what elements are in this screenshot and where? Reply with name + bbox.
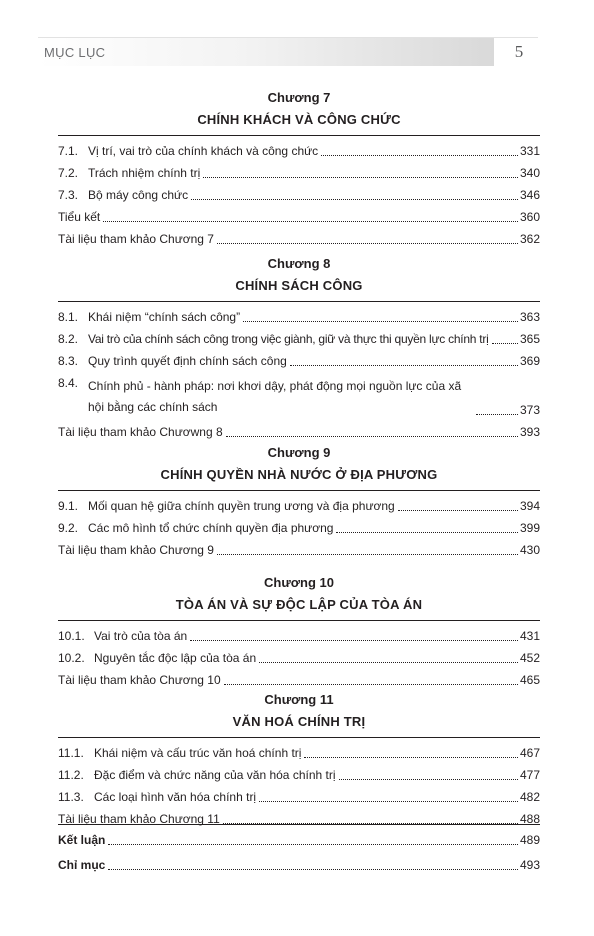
leader-dots bbox=[103, 221, 518, 222]
entry-title: Tiểu kết bbox=[58, 210, 101, 224]
entry-page: 431 bbox=[519, 629, 540, 643]
entry-title: Vai trò của tòa án bbox=[94, 629, 188, 643]
entry-title: Bộ máy công chức bbox=[88, 188, 189, 202]
entry-title: Chỉ mục bbox=[58, 858, 106, 872]
entry-number: 8.3. bbox=[58, 354, 79, 368]
entry-number: 10.2. bbox=[58, 651, 85, 665]
toc-entry[interactable] bbox=[58, 232, 540, 247]
entry-page: 482 bbox=[519, 790, 540, 804]
entry-title: Trách nhiệm chính trị bbox=[88, 166, 201, 180]
toc-entry[interactable] bbox=[58, 144, 540, 159]
header-page-number: 5 bbox=[514, 42, 524, 61]
header-band bbox=[38, 38, 494, 66]
entry-page: 467 bbox=[519, 746, 540, 760]
entry-page: 477 bbox=[519, 768, 540, 782]
entry-title: Tài liệu tham khảo Chương 7 bbox=[58, 232, 214, 246]
entry-number: 7.1. bbox=[58, 144, 79, 158]
entry-title: Tài liệu tham khảo Chương 11 bbox=[58, 812, 220, 826]
chapter-10 bbox=[58, 573, 540, 695]
toc-entry[interactable] bbox=[58, 332, 540, 347]
entry-page: 489 bbox=[519, 833, 540, 847]
toc-entry-conclusion[interactable] bbox=[58, 833, 540, 848]
leader-dots bbox=[224, 684, 518, 685]
chapter-title: CHÍNH KHÁCH VÀ CÔNG CHỨC bbox=[197, 112, 401, 127]
leader-dots bbox=[304, 757, 518, 758]
entry-page: 369 bbox=[519, 354, 540, 368]
divider bbox=[58, 737, 540, 738]
toc-entry[interactable] bbox=[58, 166, 540, 181]
divider bbox=[58, 824, 540, 825]
toc-entry[interactable] bbox=[58, 354, 540, 369]
chapter-number: Chương 11 bbox=[264, 692, 334, 707]
leader-dots bbox=[476, 414, 518, 415]
entry-title: Khái niệm và cấu trúc văn hoá chính trị bbox=[94, 746, 302, 760]
toc-entry[interactable] bbox=[58, 210, 540, 225]
toc-entry[interactable] bbox=[58, 629, 540, 644]
entry-number: 11.2. bbox=[58, 768, 84, 782]
entry-number: 11.1. bbox=[58, 746, 84, 760]
leader-dots bbox=[290, 365, 518, 366]
leader-dots bbox=[108, 844, 518, 845]
entry-title: Quy trình quyết định chính sách công bbox=[88, 354, 287, 368]
chapter-number: Chương 10 bbox=[264, 575, 334, 590]
entry-page: 331 bbox=[519, 144, 540, 158]
entry-page: 493 bbox=[519, 858, 540, 872]
entry-page: 430 bbox=[519, 543, 540, 557]
chapter-9 bbox=[58, 443, 540, 565]
entry-title: Tài liệu tham khảo Chương 9 bbox=[58, 543, 214, 557]
divider bbox=[58, 301, 540, 302]
divider bbox=[58, 135, 540, 136]
toc-entry[interactable] bbox=[58, 673, 540, 688]
chapter-title: TÒA ÁN VÀ SỰ ĐỘC LẬP CỦA TÒA ÁN bbox=[175, 597, 423, 612]
toc-entry[interactable] bbox=[58, 376, 540, 418]
entry-title: Kết luận bbox=[58, 833, 106, 847]
leader-dots bbox=[339, 779, 518, 780]
entry-title: Vị trí, vai trò của chính khách và công chức bbox=[88, 144, 319, 158]
leader-dots bbox=[217, 554, 518, 555]
entry-number: 10.1. bbox=[58, 629, 85, 643]
entry-page: 365 bbox=[519, 332, 540, 346]
entry-title: Các mô hình tổ chức chính quyền địa phương bbox=[88, 521, 334, 535]
entry-title: Chính phủ - hành pháp: nơi khơi dậy, phát động mọi nguồn lực của xã hội bằng các chính sách bbox=[88, 379, 462, 414]
entry-title: Khái niệm “chính sách công” bbox=[88, 310, 241, 324]
divider bbox=[58, 490, 540, 491]
leader-dots bbox=[108, 869, 518, 870]
leader-dots bbox=[492, 343, 518, 344]
toc-entry[interactable] bbox=[58, 310, 540, 325]
entry-number: 8.2. bbox=[58, 332, 79, 346]
entry-page: 465 bbox=[519, 673, 540, 687]
chapter-title: VĂN HOÁ CHÍNH TRỊ bbox=[232, 714, 366, 729]
chapter-title: CHÍNH QUYỀN NHÀ NƯỚC Ở ĐỊA PHƯƠNG bbox=[160, 467, 438, 482]
toc-entry[interactable] bbox=[58, 499, 540, 514]
leader-dots bbox=[190, 640, 518, 641]
entry-title: Đặc điểm và chức năng của văn hóa chính trị bbox=[94, 768, 336, 782]
entry-number: 11.3. bbox=[58, 790, 84, 804]
toc-entry[interactable] bbox=[58, 768, 540, 783]
leader-dots bbox=[259, 662, 518, 663]
entry-number: 8.1. bbox=[58, 310, 79, 324]
running-header bbox=[38, 37, 538, 66]
entry-page: 340 bbox=[519, 166, 540, 180]
entry-page: 363 bbox=[519, 310, 540, 324]
chapter-number: Chương 8 bbox=[267, 256, 331, 271]
entry-page: 362 bbox=[519, 232, 540, 246]
chapter-11 bbox=[58, 690, 540, 834]
leader-dots bbox=[226, 436, 518, 437]
leader-dots bbox=[259, 801, 518, 802]
toc-entry[interactable] bbox=[58, 790, 540, 805]
chapter-8 bbox=[58, 254, 540, 447]
divider bbox=[58, 620, 540, 621]
chapter-number: Chương 7 bbox=[267, 90, 331, 105]
closing-section bbox=[58, 824, 540, 880]
toc-entry[interactable] bbox=[58, 746, 540, 761]
toc-entry[interactable] bbox=[58, 521, 540, 536]
entry-number: 9.1. bbox=[58, 499, 79, 513]
entry-page: 452 bbox=[519, 651, 540, 665]
entry-page: 394 bbox=[519, 499, 540, 513]
entry-title: Vai trò của chính sách công trong việc giành, giữ và thực thi quyền lực chính trị bbox=[88, 332, 489, 346]
toc-entry[interactable] bbox=[58, 425, 540, 440]
header-title: MỤC LỤC bbox=[44, 44, 106, 60]
leader-dots bbox=[243, 321, 518, 322]
toc-entry-index[interactable] bbox=[58, 858, 540, 873]
leader-dots bbox=[398, 510, 518, 511]
entry-title: Tài liệu tham khảo Chương 10 bbox=[58, 673, 221, 687]
leader-dots bbox=[336, 532, 518, 533]
toc-entry[interactable] bbox=[58, 188, 540, 203]
leader-dots bbox=[191, 199, 518, 200]
chapter-7 bbox=[58, 88, 540, 254]
toc-entry[interactable] bbox=[58, 651, 540, 666]
leader-dots bbox=[217, 243, 518, 244]
entry-page: 399 bbox=[519, 521, 540, 535]
entry-page: 488 bbox=[519, 812, 540, 826]
entry-number: 9.2. bbox=[58, 521, 79, 535]
entry-page: 346 bbox=[519, 188, 540, 202]
leader-dots bbox=[321, 155, 518, 156]
entry-number: 8.4. bbox=[58, 376, 79, 390]
toc-entry[interactable] bbox=[58, 543, 540, 558]
entry-page: 393 bbox=[519, 425, 540, 439]
entry-number: 7.3. bbox=[58, 188, 79, 202]
entry-title: Mối quan hệ giữa chính quyền trung ương và địa phương bbox=[88, 499, 395, 513]
entry-number: 7.2. bbox=[58, 166, 79, 180]
entry-title: Các loại hình văn hóa chính trị bbox=[94, 790, 257, 804]
entry-page: 373 bbox=[519, 403, 540, 417]
entry-page: 360 bbox=[519, 210, 540, 224]
entry-title: Tài liệu tham khảo Chươwng 8 bbox=[58, 425, 223, 439]
leader-dots bbox=[203, 177, 518, 178]
chapter-title: CHÍNH SÁCH CÔNG bbox=[235, 278, 363, 293]
entry-title: Nguyên tắc độc lập của tòa án bbox=[94, 651, 257, 665]
chapter-number: Chương 9 bbox=[267, 445, 331, 460]
